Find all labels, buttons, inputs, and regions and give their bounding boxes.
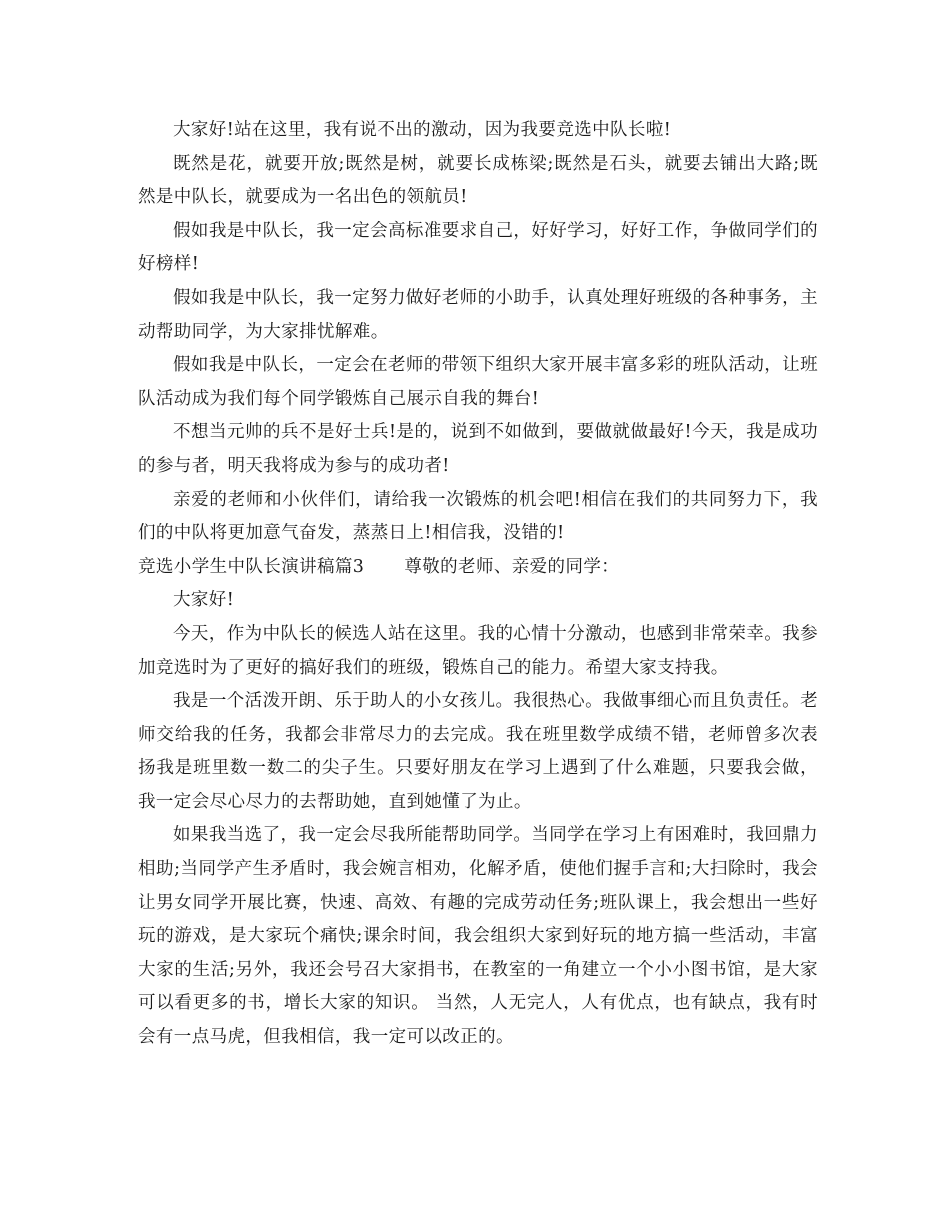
section-heading-line: [138, 551, 818, 585]
paragraph: 假如我是中队长，我一定努力做好老师的小助手，认真处理好班级的各种事务，主动帮助同学，为大家排忧解难。: [138, 287, 818, 342]
paragraph: 如果我当选了，我一定会尽我所能帮助同学。当同学在学习上有困难时，我回鼎力相助;当同学产生矛盾时，我会婉言相劝，化解矛盾，使他们握手言和;大扫除时，我会让男女同学开展比赛，快速、高效、有趣的完成劳动任务;班队课上，我会想出一些好玩的游戏，是大家玩个痛快;课余时间，我会组织大家到好玩的地方搞一些活动，丰富大家的生活;另外，我还会号召大家捐书，在教室的一角建立一个小小图书馆，是大家可以看更多的书，增长大家的知识。 当然，人无完人，人有优点，也有缺点，我有时会有一点马虎，但我相信，我一定可以改正的。: [138, 825, 818, 1048]
paragraph: 假如我是中队长，一定会在老师的带领下组织大家开展丰富多彩的班队活动，让班队活动成为我们每个同学锻炼自己展示自我的舞台!: [138, 355, 818, 409]
salutation: 尊敬的老师、亲爱的同学：: [404, 556, 620, 577]
document-body: [138, 114, 818, 1055]
paragraph: 大家好!站在这里，我有说不出的激动，因为我要竞选中队长啦!: [173, 120, 672, 140]
paragraph: 假如我是中队长，我一定会高标准要求自己，好好学习，好好工作，争做同学们的好榜样!: [138, 220, 818, 275]
paragraph: 既然是花，就要开放;既然是树，就要长成栋梁;既然是石头，就要去铺出大路;既然是中队长，就要成为一名出色的领航员!: [138, 153, 818, 208]
paragraph: 大家好!: [173, 590, 235, 611]
paragraph: 亲爱的老师和小伙伴们，请给我一次锻炼的机会吧!相信在我们的共同努力下，我们的中队将更加意气奋发，蒸蒸日上!相信我，没错的!: [138, 489, 818, 544]
paragraph: 我是一个活泼开朗、乐于助人的小女孩儿。我很热心。我做事细心而且负责任。老师交给我的任务，我都会非常尽力的去完成。我在班里数学成绩不错，老师曾多次表扬我是班里数一数二的尖子生。只要好朋友在学习上遇到了什么难题，只要我会做，我一定会尽心尽力的去帮助她，直到她懂了为止。: [138, 691, 818, 812]
paragraph: 不想当元帅的兵不是好士兵!是的，说到不如做到，要做就做最好!今天，我是成功的参与者，明天我将成为参与的成功者!: [138, 422, 818, 476]
section-title: 竞选小学生中队长演讲稿篇3: [138, 556, 365, 577]
paragraph: 今天，作为中队长的候选人站在这里。我的心情十分激动，也感到非常荣幸。我参加竞选时为了更好的搞好我们的班级，锻炼自己的能力。希望大家支持我。: [138, 623, 818, 678]
